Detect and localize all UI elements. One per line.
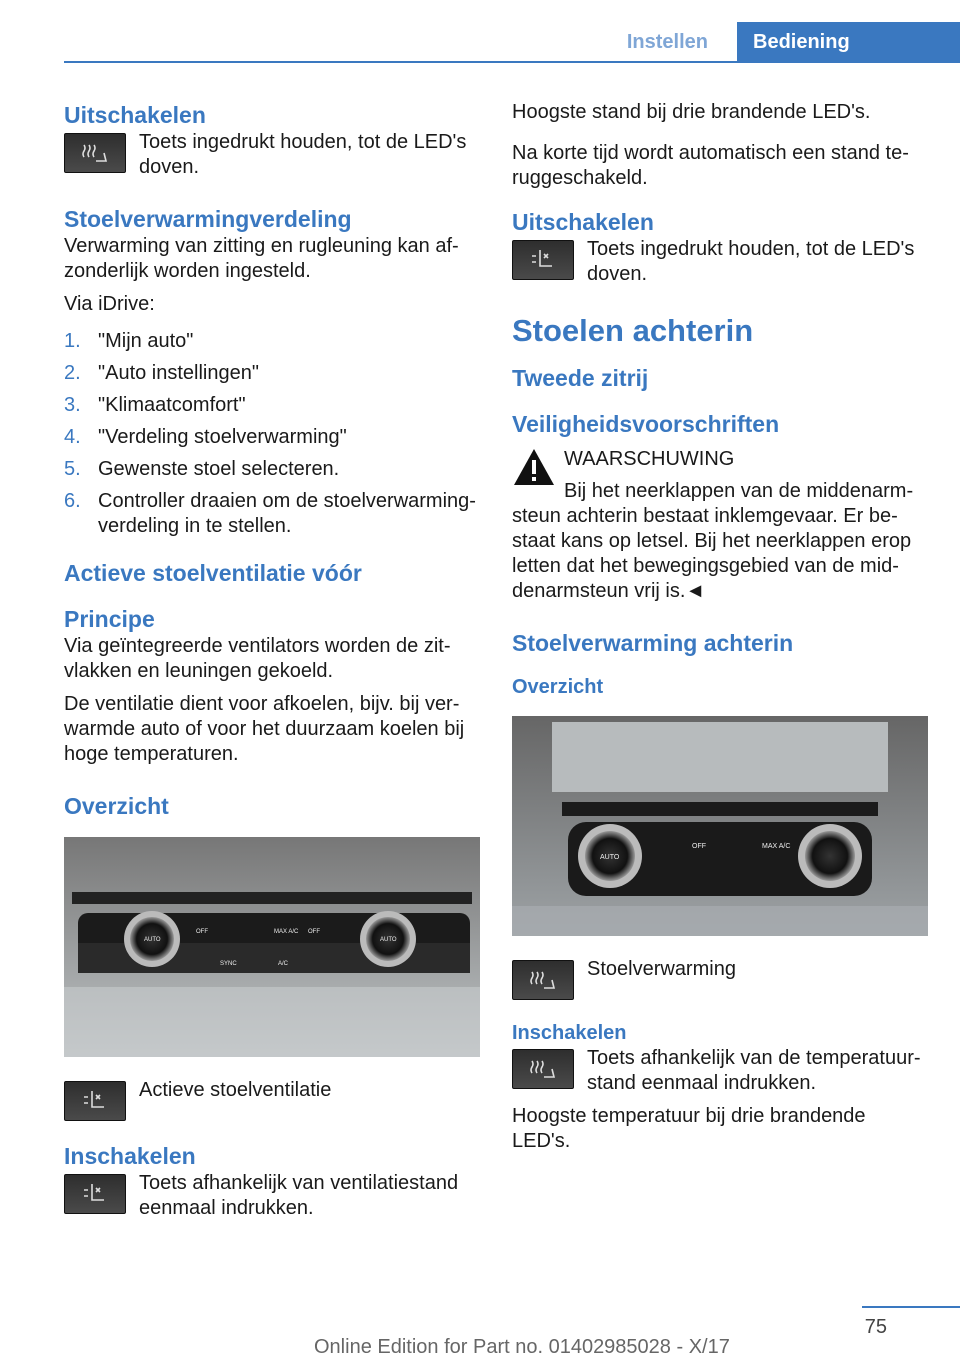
right-column bbox=[512, 100, 928, 1154]
heading-zitrij: Tweede zitrij bbox=[512, 365, 649, 391]
heading-principe: Principe bbox=[64, 606, 155, 632]
seat-heating-button-icon bbox=[64, 133, 126, 173]
caption-stoelverwarming: Stoelverwarming bbox=[587, 958, 736, 980]
left-column bbox=[64, 100, 480, 1221]
panel-label: MAX A/C bbox=[274, 929, 299, 935]
heading-veiligheid: Veiligheidsvoorschriften bbox=[512, 411, 780, 437]
panel-label: A/C bbox=[278, 961, 289, 967]
heading-verwarming-achterin: Stoelverwarming achterin bbox=[512, 630, 794, 656]
heading-verdeling: Stoelverwarmingverdeling bbox=[64, 206, 352, 232]
list-item: 2. "Auto instellingen" bbox=[64, 362, 259, 384]
page-number: 75 bbox=[864, 1316, 887, 1338]
text-hoogste-temp: Hoogste temperatuur bij drie brandende LED's. bbox=[512, 1105, 866, 1152]
panel-label: OFF bbox=[308, 929, 320, 935]
list-item: 6. Controller draaien om de stoelverwarmingverdeling in te stellen. bbox=[64, 490, 476, 537]
panel-label: AUTO bbox=[380, 937, 397, 943]
list-item: 3. "Klimaatcomfort" bbox=[64, 394, 246, 416]
heading-uitschakelen: Uitschakelen bbox=[64, 102, 206, 128]
header-rule bbox=[64, 61, 960, 63]
rear-climate-panel-photo bbox=[512, 716, 928, 936]
tab-bediening[interactable]: Bediening bbox=[737, 22, 960, 62]
footer-rule bbox=[862, 1306, 960, 1308]
seat-ventilation-button-icon bbox=[512, 240, 574, 280]
tab-instellen[interactable]: Instellen bbox=[626, 31, 708, 53]
seat-heating-button-icon bbox=[512, 1049, 574, 1089]
heading-achterin: Stoelen achterin bbox=[512, 313, 754, 348]
text-inschakelen-r: Toets afhankelijk van de temperatuurstand eenmaal indrukken. bbox=[587, 1047, 921, 1094]
warning-text: Bij het neerklappen van de middenarmsteun achterin bestaat inklemgevaar. Er bestaat kans op letsel. Bij het neerklappen erop letten dat het bewegingsgebied van de middenarmsteun vrij is.◄ bbox=[512, 480, 914, 602]
text-principe-1: Via geïntegreerde ventilators worden de zitvlakken en leuningen gekoeld. bbox=[64, 635, 451, 682]
text-uitschakelen-r: Toets ingedrukt houden, tot de LED's doven. bbox=[587, 238, 915, 285]
text-uitschakelen: Toets ingedrukt houden, tot de LED's doven. bbox=[139, 131, 467, 178]
list-item: 1. "Mijn auto" bbox=[64, 330, 194, 352]
seat-ventilation-button-icon bbox=[64, 1081, 126, 1121]
text-via-idrive: Via iDrive: bbox=[64, 293, 155, 315]
text-principe-2: De ventilatie dient voor afkoelen, bijv. bij verwarmde auto of voor het duurzaam koelen bij hoge temperaturen. bbox=[64, 693, 465, 765]
panel-label: MAX A/C bbox=[762, 843, 791, 850]
heading-overzicht: Overzicht bbox=[64, 793, 169, 819]
panel-label: SYNC bbox=[220, 961, 237, 967]
front-climate-panel-photo bbox=[64, 837, 480, 1057]
heading-overzicht-r: Overzicht bbox=[512, 676, 604, 698]
seat-heating-button-icon bbox=[512, 960, 574, 1000]
text-verdeling: Verwarming van zitting en rugleuning kan afzonderlijk worden ingesteld. bbox=[64, 235, 459, 282]
panel-label: AUTO bbox=[144, 937, 161, 943]
text-hoogste: Hoogste stand bij drie brandende LED's. bbox=[512, 101, 871, 123]
text-inschakelen: Toets afhankelijk van ventilatiestand eenmaal indrukken. bbox=[139, 1172, 459, 1219]
heading-ventilatie: Actieve stoelventilatie vóór bbox=[64, 560, 362, 586]
heading-uitschakelen-r: Uitschakelen bbox=[512, 209, 654, 235]
seat-ventilation-button-icon bbox=[64, 1174, 126, 1214]
edition-footer: Online Edition for Part no. 01402985028 - X/17 bbox=[314, 1336, 730, 1358]
idrive-steps bbox=[64, 329, 480, 539]
heading-inschakelen-r: Inschakelen bbox=[512, 1022, 627, 1044]
panel-label: OFF bbox=[692, 843, 706, 850]
panel-label: AUTO bbox=[600, 854, 620, 861]
text-terug: Na korte tijd wordt automatisch een stand teruggeschakeld. bbox=[512, 142, 909, 189]
warning-icon bbox=[512, 447, 556, 487]
warning-label: WAARSCHUWING bbox=[564, 448, 735, 470]
panel-label: OFF bbox=[196, 929, 208, 935]
list-item: 5. Gewenste stoel selecteren. bbox=[64, 458, 340, 480]
heading-inschakelen: Inschakelen bbox=[64, 1143, 196, 1169]
list-item: 4. "Verdeling stoelverwarming" bbox=[64, 426, 347, 448]
caption-ventilatie: Actieve stoelventilatie bbox=[139, 1079, 332, 1101]
